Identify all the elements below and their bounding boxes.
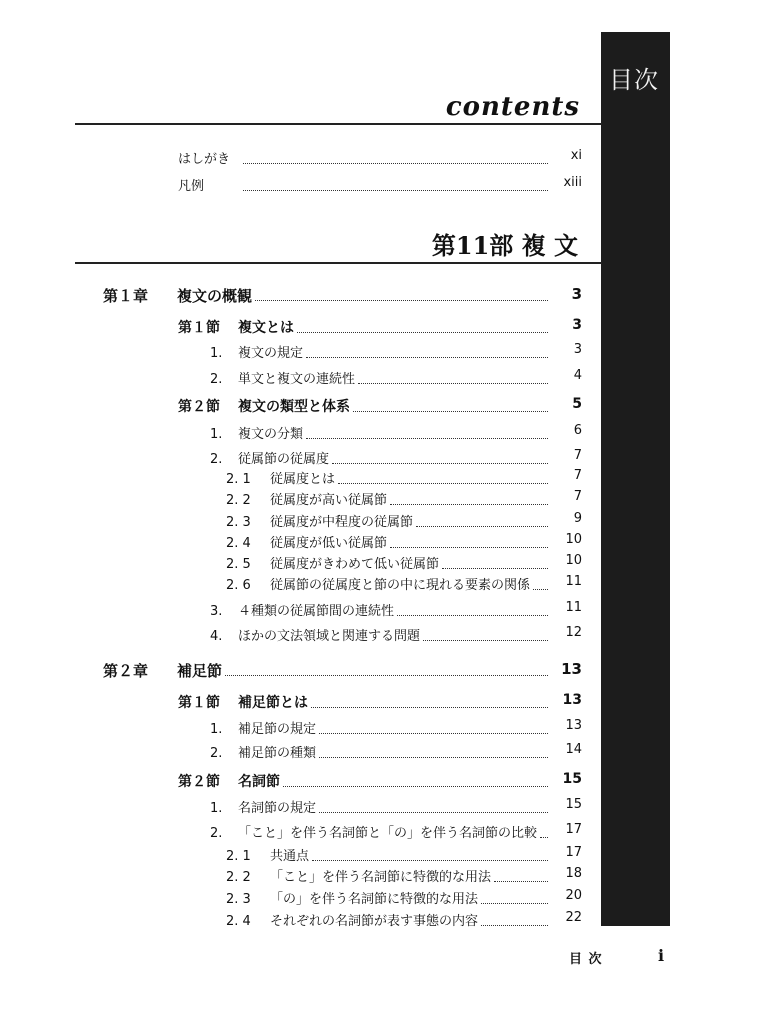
toc-item-row[interactable] <box>210 368 582 390</box>
dot-leader <box>338 482 548 484</box>
side-tab <box>601 32 670 926</box>
dot-leader <box>225 674 548 676</box>
dot-leader <box>353 410 548 412</box>
toc-item-page: 17 <box>565 822 582 837</box>
toc-sub-number: 2. 2 <box>226 870 251 885</box>
toc-item-title: ほかの文法領域と関連する問題 <box>238 629 421 644</box>
toc-item-number: 1. <box>210 801 223 816</box>
toc-section-page: 5 <box>572 396 582 412</box>
toc-item-row[interactable] <box>210 742 582 764</box>
dot-leader <box>397 614 548 616</box>
toc-chapter-row[interactable] <box>103 285 582 307</box>
toc-item-row[interactable] <box>210 600 582 622</box>
dot-leader <box>332 462 548 464</box>
toc-sub-number: 2. 4 <box>226 536 251 551</box>
toc-section-number: 第１節 <box>178 695 220 711</box>
dot-leader <box>494 880 548 882</box>
toc-item-page: 12 <box>565 625 582 640</box>
dot-leader <box>319 756 548 758</box>
dot-leader <box>312 859 548 861</box>
toc-item-row[interactable] <box>210 822 582 844</box>
toc-sub-page: 7 <box>573 468 582 483</box>
toc-section-number: 第２節 <box>178 774 220 790</box>
toc-sub-page: 7 <box>573 489 582 504</box>
toc-item-number: 2. <box>210 746 223 761</box>
toc-item-page: 11 <box>565 600 582 615</box>
toc-sub-number: 2. 6 <box>226 578 251 593</box>
toc-sub-title: それぞれの名詞節が表す事態の内容 <box>270 914 479 929</box>
toc-front-matter-title: はしがき <box>178 152 231 167</box>
toc-sub-page: 17 <box>565 845 582 860</box>
toc-sub-row[interactable] <box>226 866 582 888</box>
toc-section-row[interactable] <box>178 771 582 793</box>
toc-item-number: 1. <box>210 427 223 442</box>
toc-sub-number: 2. 1 <box>226 849 251 864</box>
toc-sub-row[interactable] <box>226 489 582 511</box>
side-tab-label: 目次 <box>609 66 659 94</box>
toc-section-row[interactable] <box>178 317 582 339</box>
toc-section-number: 第２節 <box>178 399 220 415</box>
toc-section-row[interactable] <box>178 692 582 714</box>
toc-item-title: 単文と複文の連続性 <box>238 372 356 387</box>
toc-item-page: 15 <box>565 797 582 812</box>
toc-item-number: 4. <box>210 629 223 644</box>
dot-leader <box>442 567 548 569</box>
toc-sub-page: 10 <box>565 553 582 568</box>
toc-item-title: 複文の分類 <box>238 427 304 442</box>
toc-front-matter-title: 凡例 <box>178 179 205 194</box>
part-rule <box>75 262 602 264</box>
toc-sub-title: 従属度が低い従属節 <box>270 536 388 551</box>
toc-sub-number: 2. 3 <box>226 892 251 907</box>
toc-front-matter-page: xi <box>570 148 582 163</box>
dot-leader <box>540 836 548 838</box>
dot-leader <box>255 299 548 301</box>
dot-leader <box>481 902 548 904</box>
toc-sub-row[interactable] <box>226 574 582 596</box>
toc-sub-title: 従属度とは <box>270 472 336 487</box>
toc-sub-title: 「の」を伴う名詞節に特徴的な用法 <box>270 892 479 907</box>
toc-sub-page: 18 <box>565 866 582 881</box>
toc-sub-number: 2. 3 <box>226 515 251 530</box>
toc-item-page: 6 <box>573 423 582 438</box>
toc-sub-page: 11 <box>565 574 582 589</box>
dot-leader <box>283 785 548 787</box>
toc-item-page: 4 <box>573 368 582 383</box>
toc-item-number: 2. <box>210 372 223 387</box>
toc-item-number: 1. <box>210 346 223 361</box>
toc-item-page: 14 <box>565 742 582 757</box>
toc-item-page: 13 <box>565 718 582 733</box>
toc-item-row[interactable] <box>210 423 582 445</box>
toc-sub-page: 22 <box>565 910 582 925</box>
dot-leader <box>423 639 548 641</box>
toc-item-title: 複文の規定 <box>238 346 304 361</box>
toc-item-title: 補足節の種類 <box>238 746 317 761</box>
toc-chapter-page: 3 <box>571 285 582 303</box>
toc-item-number: 2. <box>210 452 223 467</box>
toc-sub-page: 20 <box>565 888 582 903</box>
toc-chapter-title: 複文の概観 <box>177 287 253 305</box>
toc-sub-title: 従属度が中程度の従属節 <box>270 515 414 530</box>
toc-item-page: 3 <box>573 342 582 357</box>
dot-leader <box>297 331 548 333</box>
toc-sub-row[interactable] <box>226 910 582 932</box>
contents-title: contents <box>445 92 580 122</box>
toc-front-matter-row[interactable] <box>178 148 582 170</box>
toc-sub-row[interactable] <box>226 845 582 867</box>
part-title: 第11部 複 文 <box>431 231 578 260</box>
dot-leader <box>416 525 548 527</box>
dot-leader <box>243 162 548 164</box>
dot-leader <box>306 437 548 439</box>
dot-leader <box>319 732 548 734</box>
toc-sub-row[interactable] <box>226 511 582 533</box>
dot-leader <box>481 924 548 926</box>
toc-item-title: ４種類の従属節間の連続性 <box>238 604 395 619</box>
toc-section-page: 15 <box>562 771 582 787</box>
dot-leader <box>243 189 548 191</box>
dot-leader <box>533 588 548 590</box>
toc-chapter-page: 13 <box>561 660 582 678</box>
toc-sub-title: 「こと」を伴う名詞節に特徴的な用法 <box>270 870 492 885</box>
footer-label: 目 次 <box>569 952 603 967</box>
toc-item-row[interactable] <box>210 797 582 819</box>
toc-item-page: 7 <box>573 448 582 463</box>
toc-section-row[interactable] <box>178 396 582 418</box>
toc-section-title: 名詞節 <box>238 774 280 790</box>
dot-leader <box>319 811 548 813</box>
toc-chapter-row[interactable] <box>103 660 582 682</box>
footer-page-number: i <box>658 946 665 965</box>
toc-chapter-number: 第２章 <box>103 662 149 680</box>
toc-section-title: 複文とは <box>238 320 294 336</box>
toc-sub-row[interactable] <box>226 888 582 910</box>
toc-item-title: 名詞節の規定 <box>238 801 317 816</box>
toc-item-number: 2. <box>210 826 223 841</box>
toc-sub-row[interactable] <box>226 553 582 575</box>
toc-section-page: 13 <box>562 692 582 708</box>
toc-section-title: 補足節とは <box>238 695 308 711</box>
toc-section-number: 第１節 <box>178 320 220 336</box>
toc-sub-number: 2. 2 <box>226 493 251 508</box>
dot-leader <box>311 706 548 708</box>
toc-front-matter-row[interactable] <box>178 175 582 197</box>
dot-leader <box>306 356 548 358</box>
toc-item-title: 補足節の規定 <box>238 722 317 737</box>
toc-sub-page: 9 <box>573 511 582 526</box>
toc-item-row[interactable] <box>210 342 582 364</box>
toc-sub-title: 従属度が高い従属節 <box>270 493 388 508</box>
toc-item-row[interactable] <box>210 718 582 740</box>
toc-sub-title: 従属節の従属度と節の中に現れる要素の関係 <box>270 578 531 593</box>
toc-sub-number: 2. 5 <box>226 557 251 572</box>
toc-item-number: 1. <box>210 722 223 737</box>
toc-sub-title: 共通点 <box>270 849 310 864</box>
toc-section-title: 複文の類型と体系 <box>238 399 350 415</box>
dot-leader <box>358 382 548 384</box>
toc-sub-row[interactable] <box>226 532 582 554</box>
toc-item-title: 「こと」を伴う名詞節と「の」を伴う名詞節の比較 <box>238 826 538 841</box>
toc-item-row[interactable] <box>210 448 582 470</box>
dot-leader <box>390 503 548 505</box>
toc-item-number: 3. <box>210 604 223 619</box>
toc-chapter-title: 補足節 <box>177 662 223 680</box>
toc-front-matter-page: xiii <box>563 175 582 190</box>
toc-sub-number: 2. 4 <box>226 914 251 929</box>
toc-sub-row[interactable] <box>226 468 582 490</box>
toc-section-page: 3 <box>572 317 582 333</box>
toc-sub-page: 10 <box>565 532 582 547</box>
toc-sub-title: 従属度がきわめて低い従属節 <box>270 557 440 572</box>
dot-leader <box>390 546 548 548</box>
toc-chapter-number: 第１章 <box>103 287 149 305</box>
toc-item-title: 従属節の従属度 <box>238 452 330 467</box>
toc-item-row[interactable] <box>210 625 582 647</box>
toc-sub-number: 2. 1 <box>226 472 251 487</box>
contents-rule <box>75 123 602 125</box>
